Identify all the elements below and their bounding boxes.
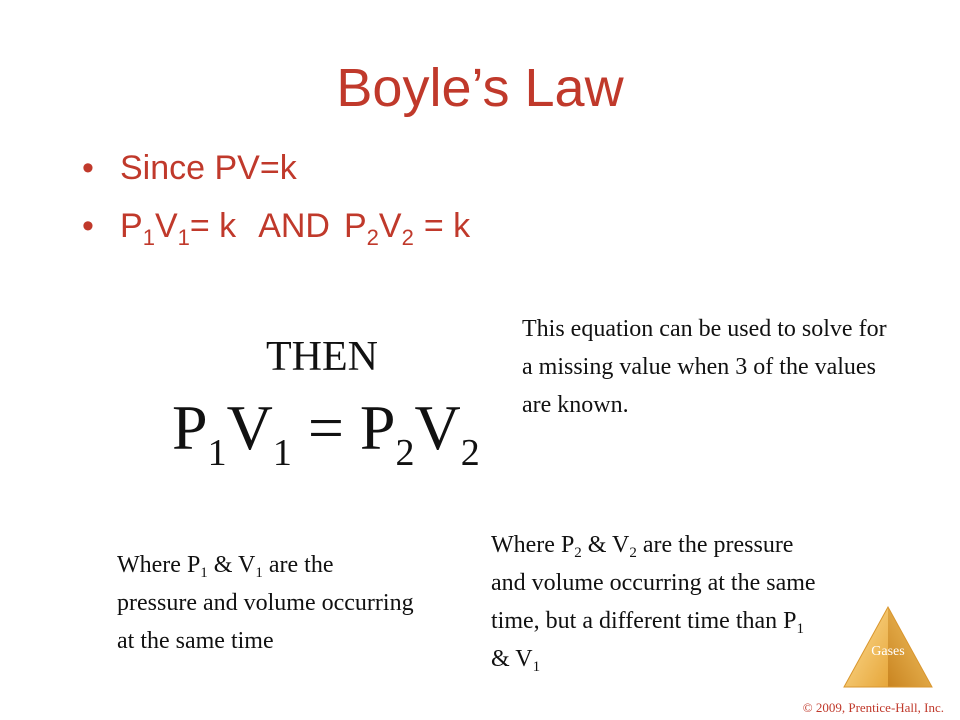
note-text: & V <box>581 532 630 558</box>
note-sub: 1 <box>255 565 263 581</box>
note-sub: 1 <box>200 565 208 581</box>
note-text: Where P <box>491 532 575 558</box>
eq-sub: 1 <box>207 432 227 474</box>
note-sub: 1 <box>532 659 541 675</box>
eq-sub: 2 <box>395 432 415 474</box>
logo-label: Gases <box>871 644 905 659</box>
eq-sub: 2 <box>460 432 480 474</box>
note-sub: 2 <box>574 545 582 561</box>
bullet-sub: 2 <box>366 225 379 250</box>
bullet-p1: P <box>120 207 143 245</box>
bullet-p1v1-p2v2 <box>82 206 471 250</box>
note-sub: 1 <box>796 621 804 637</box>
eq-equals: = <box>291 392 360 463</box>
note-p1-v1 <box>117 546 417 660</box>
boyles-law-equation <box>172 390 480 474</box>
eq-p1: P <box>172 392 208 463</box>
eq-v1: V <box>226 392 273 463</box>
bullet-eq: = k <box>423 207 471 245</box>
note-text: are the pressure and volume occurring at the same time <box>117 552 414 654</box>
bullet-sub: 1 <box>177 225 190 250</box>
eq-sub: 1 <box>272 432 292 474</box>
note-text: Where P <box>117 552 201 578</box>
bullet-v1: V <box>154 207 178 245</box>
bullet-eq: = k <box>189 207 237 245</box>
note-equation-use: This equation can be used to solve for a missing value when 3 of the values are known. <box>522 316 887 418</box>
bullet-list <box>82 148 470 264</box>
note-sub: 2 <box>629 545 637 561</box>
bullet-pv-k <box>82 148 470 188</box>
bullet-sub: 2 <box>401 225 414 250</box>
note-text: & V <box>207 552 256 578</box>
eq-p2: P <box>359 392 396 463</box>
bullet-sub: 1 <box>142 225 155 250</box>
gases-logo <box>840 605 936 689</box>
bullet-v2: V <box>378 207 402 245</box>
note-p2-v2 <box>491 526 821 678</box>
bullet-text: Since PV=k <box>120 149 297 187</box>
bullet-and: AND <box>258 207 330 245</box>
eq-v2: V <box>414 392 461 463</box>
slide-title: Boyle’s Law <box>336 58 624 118</box>
bullet-p2: P <box>343 207 367 245</box>
note-text: are the pressure and volume occurring at the same time, but a different time than P <box>491 532 816 634</box>
then-label: THEN <box>266 334 378 380</box>
copyright-notice: © 2009, Prentice-Hall, Inc. <box>802 700 944 715</box>
note-text: & V <box>491 646 533 672</box>
